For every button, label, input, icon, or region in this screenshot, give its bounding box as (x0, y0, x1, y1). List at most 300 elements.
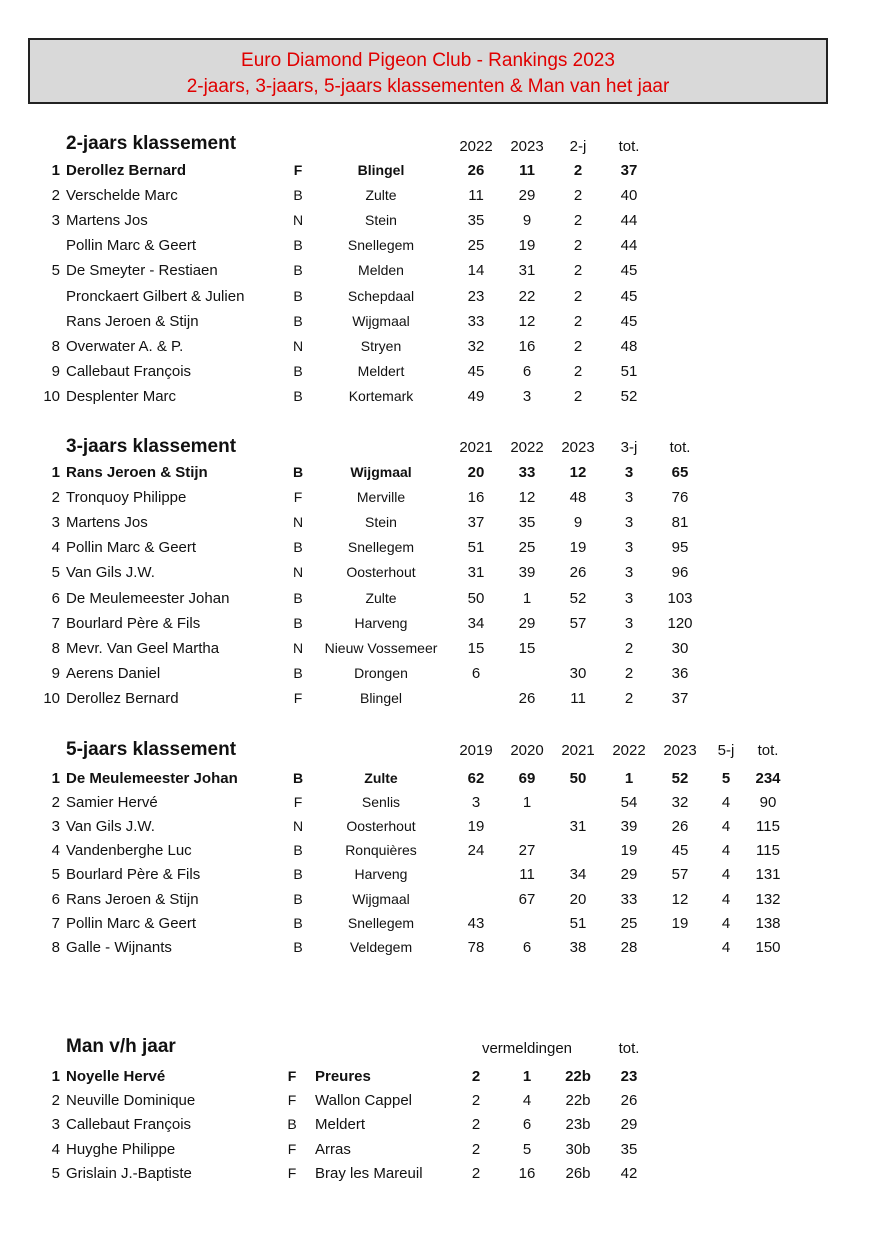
value-cell: 4 (721, 914, 731, 932)
name-cell: Rans Jeroen & Stijn (66, 464, 208, 481)
name-cell: Samier Hervé (66, 794, 158, 812)
country-code-cell: N (292, 818, 304, 835)
value-cell: 4 (522, 1092, 532, 1110)
name-cell: Bourlard Père & Fils (66, 866, 201, 884)
value-cell: 40 (620, 187, 638, 205)
value-cell: 6 (471, 664, 481, 682)
country-code-cell: F (293, 689, 303, 706)
value-cell: 11 (519, 162, 535, 179)
name-cell: Vandenberghe Luc (66, 842, 192, 860)
rank-cell: 3 (51, 514, 60, 532)
country-code-cell: B (293, 614, 303, 631)
value-cell: 26 (620, 1092, 638, 1110)
name-cell: Galle - Wijnants (66, 938, 172, 956)
value-cell: 3 (471, 794, 481, 812)
value-cell: 23 (620, 1068, 638, 1085)
value-cell: 38 (569, 938, 587, 956)
value-cell: 50 (467, 589, 485, 607)
rank-cell: 1 (51, 770, 60, 787)
name-cell: Huyghe Philippe (66, 1140, 176, 1158)
value-cell: 30 (569, 664, 587, 682)
value-cell: 76 (671, 489, 689, 507)
name-cell: Overwater A. & P. (66, 337, 184, 355)
country-code-cell: N (292, 514, 304, 531)
value-cell: 45 (467, 362, 485, 380)
value-cell: 29 (518, 187, 536, 205)
value-cell: 31 (518, 262, 536, 280)
country-code-cell: B (293, 890, 303, 907)
country-code-cell: F (287, 1164, 297, 1181)
value-cell: 25 (518, 539, 536, 557)
value-cell: 2 (624, 689, 634, 707)
value-cell: 42 (620, 1164, 638, 1182)
rank-cell: 1 (51, 464, 60, 481)
name-cell: Tronquoy Philippe (66, 489, 187, 507)
value-cell: 54 (620, 794, 638, 812)
value-cell: 2 (573, 362, 583, 380)
value-cell: 2 (573, 162, 583, 179)
column-header: 2019 (459, 742, 493, 759)
place-cell: Zulte (364, 770, 398, 786)
rank-cell: 2 (51, 489, 60, 507)
value-cell: 20 (467, 464, 485, 481)
value-cell: 4 (721, 818, 731, 836)
value-cell: 69 (518, 770, 536, 787)
value-cell: 9 (573, 514, 583, 532)
place-cell: Snellegem (347, 237, 415, 254)
value-cell: 45 (620, 262, 638, 280)
value-cell: 6 (522, 362, 532, 380)
value-cell: 2 (573, 262, 583, 280)
value-cell: 1 (522, 794, 532, 812)
value-cell: 96 (671, 564, 689, 582)
value-cell: 4 (721, 938, 731, 956)
value-cell: 27 (518, 842, 536, 860)
name-cell: Grislain J.-Baptiste (66, 1164, 192, 1182)
value-cell: 14 (467, 262, 485, 280)
value-cell: 138 (755, 914, 781, 932)
place-cell: Arras (315, 1140, 351, 1158)
rank-cell: 7 (51, 914, 60, 932)
value-cell: 23 (467, 287, 485, 305)
name-cell: Derollez Bernard (66, 162, 187, 179)
place-cell: Drongen (354, 664, 408, 681)
column-header: 2022 (459, 138, 493, 155)
place-cell: Snellegem (347, 914, 415, 931)
value-cell: 3 (624, 464, 634, 481)
country-code-cell: B (292, 770, 304, 786)
rank-cell: 7 (51, 614, 60, 632)
value-cell: 26 (518, 689, 536, 707)
value-cell: 120 (667, 614, 693, 632)
value-cell: 3 (522, 387, 532, 405)
name-cell: Pollin Marc & Geert (66, 914, 197, 932)
header-subtitle: 2-jaars, 3-jaars, 5-jaars klassementen & Man van het jaar (186, 76, 670, 97)
value-cell: 2 (573, 237, 583, 255)
value-cell: 49 (467, 387, 485, 405)
value-cell: 6 (522, 938, 532, 956)
value-cell: 24 (467, 842, 485, 860)
section-title: 5-jaars klassement (66, 739, 237, 760)
name-cell: Callebaut François (66, 1116, 192, 1134)
country-code-cell: B (293, 237, 303, 254)
value-cell: 16 (518, 1164, 536, 1182)
value-cell: 2 (624, 639, 634, 657)
value-cell: 3 (624, 489, 634, 507)
country-code-cell: B (293, 187, 303, 204)
place-cell: Ronquières (345, 842, 417, 859)
value-cell: 62 (467, 770, 485, 787)
value-cell: 1 (522, 1068, 532, 1085)
value-cell: 35 (467, 212, 485, 230)
value-cell: 9 (522, 212, 532, 230)
value-cell: 16 (467, 489, 485, 507)
value-cell: 33 (518, 464, 536, 481)
value-cell: 16 (518, 337, 536, 355)
value-cell: 48 (620, 337, 638, 355)
country-code-cell: B (292, 464, 304, 480)
name-cell: Martens Jos (66, 212, 148, 230)
value-cell: 20 (569, 890, 587, 908)
value-cell: 234 (755, 770, 781, 787)
place-cell: Snellegem (347, 539, 415, 556)
value-cell: 2 (573, 212, 583, 230)
value-cell: 22b (565, 1068, 591, 1085)
country-code-cell: F (293, 794, 303, 811)
value-cell: 32 (467, 337, 485, 355)
place-cell: Harveng (354, 614, 408, 631)
name-cell: Rans Jeroen & Stijn (66, 312, 199, 330)
rank-cell: 1 (51, 162, 60, 179)
place-cell: Zulte (365, 589, 397, 606)
place-cell: Meldert (357, 362, 405, 379)
place-cell: Stryen (360, 337, 402, 354)
value-cell: 52 (620, 387, 638, 405)
value-cell: 51 (620, 362, 638, 380)
place-cell: Wallon Cappel (315, 1092, 412, 1110)
column-header: 2023 (561, 439, 595, 456)
column-header: 2021 (459, 439, 493, 456)
country-code-cell: N (292, 639, 304, 656)
rank-cell: 3 (51, 818, 60, 836)
place-cell: Nieuw Vossemeer (324, 639, 438, 656)
column-header: tot. (669, 439, 691, 456)
name-cell: Desplenter Marc (66, 387, 177, 405)
rank-cell: 4 (51, 1140, 60, 1158)
column-header: 2023 (663, 742, 697, 759)
value-cell: 81 (671, 514, 689, 532)
value-cell: 2 (471, 1164, 481, 1182)
value-cell: 57 (671, 866, 689, 884)
header-title: Euro Diamond Pigeon Club - Rankings 2023 (241, 50, 615, 71)
value-cell: 43 (467, 914, 485, 932)
value-cell: 65 (671, 464, 689, 481)
value-cell: 1 (624, 770, 634, 787)
place-cell: Zulte (365, 187, 397, 204)
value-cell: 32 (671, 794, 689, 812)
rank-cell: 9 (51, 362, 60, 380)
rank-cell: 4 (51, 539, 60, 557)
value-cell: 4 (721, 794, 731, 812)
column-header: 3-j (620, 439, 638, 456)
country-code-cell: F (293, 162, 303, 178)
place-cell: Bray les Mareuil (315, 1164, 423, 1182)
value-cell: 3 (624, 514, 634, 532)
name-cell: Derollez Bernard (66, 689, 179, 707)
value-cell: 45 (671, 842, 689, 860)
place-cell: Stein (365, 514, 397, 531)
value-cell: 23b (565, 1116, 591, 1134)
country-code-cell: B (293, 387, 303, 404)
country-code-cell: F (287, 1140, 297, 1157)
column-header: tot. (618, 1040, 640, 1057)
rank-cell: 1 (51, 1068, 60, 1085)
rank-cell: 2 (51, 1092, 60, 1110)
country-code-cell: F (287, 1068, 297, 1084)
value-cell: 39 (620, 818, 638, 836)
place-cell: Oosterhout (346, 818, 416, 835)
value-cell: 19 (467, 818, 485, 836)
value-cell: 6 (522, 1116, 532, 1134)
place-cell: Veldegem (349, 938, 413, 955)
value-cell: 29 (620, 866, 638, 884)
value-cell: 11 (468, 187, 484, 205)
document-header (28, 38, 828, 104)
value-cell: 2 (624, 664, 634, 682)
value-cell: 36 (671, 664, 689, 682)
value-cell: 51 (467, 539, 485, 557)
column-header: 2023 (510, 138, 544, 155)
country-code-cell: F (287, 1092, 297, 1109)
value-cell: 12 (569, 464, 587, 481)
rank-cell: 3 (51, 212, 60, 230)
name-cell: Pronckaert Gilbert & Julien (66, 287, 245, 305)
rank-cell: 2 (51, 187, 60, 205)
value-cell: 57 (569, 614, 587, 632)
value-cell: 2 (471, 1140, 481, 1158)
country-code-cell: B (293, 312, 303, 329)
value-cell: 2 (471, 1092, 481, 1110)
value-cell: 31 (467, 564, 485, 582)
column-header: 2-j (569, 138, 587, 155)
rank-cell: 3 (51, 1116, 60, 1134)
value-cell: 45 (620, 312, 638, 330)
value-cell: 50 (569, 770, 587, 787)
rank-cell: 10 (43, 689, 60, 707)
name-cell: Mevr. Van Geel Martha (66, 639, 220, 657)
value-cell: 33 (620, 890, 638, 908)
value-cell: 30 (671, 639, 689, 657)
value-cell: 2 (471, 1116, 481, 1134)
value-cell: 15 (518, 639, 536, 657)
rank-cell: 8 (51, 639, 60, 657)
column-header: 2022 (612, 742, 646, 759)
value-cell: 52 (569, 589, 587, 607)
name-cell: Van Gils J.W. (66, 564, 155, 582)
column-header: 5-j (717, 742, 735, 759)
value-cell: 115 (756, 818, 780, 836)
place-cell: Wijgmaal (352, 890, 410, 907)
value-cell: 11 (519, 866, 535, 884)
place-cell: Blingel (357, 162, 405, 178)
value-cell: 35 (518, 514, 536, 532)
name-cell: Neuville Dominique (66, 1092, 196, 1110)
country-code-cell: B (287, 1116, 297, 1133)
value-cell: 150 (755, 938, 781, 956)
section-title: 2-jaars klassement (66, 133, 237, 154)
value-cell: 44 (620, 237, 638, 255)
value-cell: 5 (522, 1140, 532, 1158)
value-cell: 90 (759, 794, 777, 812)
rank-cell: 6 (51, 589, 60, 607)
section-title: Man v/h jaar (66, 1036, 176, 1057)
value-cell: 115 (756, 842, 780, 860)
value-cell: 28 (620, 938, 638, 956)
rank-cell: 5 (51, 564, 60, 582)
name-cell: De Meulemeester Johan (66, 589, 230, 607)
place-cell: Kortemark (348, 387, 414, 404)
place-cell: Blingel (359, 689, 403, 706)
value-cell: 131 (755, 866, 781, 884)
value-cell: 2 (471, 1068, 481, 1085)
section-title: 3-jaars klassement (66, 436, 237, 457)
country-code-cell: B (293, 866, 303, 883)
place-cell: Merville (356, 489, 406, 506)
rank-cell: 10 (43, 387, 60, 405)
value-cell: 103 (667, 589, 693, 607)
value-cell: 51 (569, 914, 587, 932)
country-code-cell: B (293, 362, 303, 379)
value-cell: 31 (569, 818, 587, 836)
name-cell: Callebaut François (66, 362, 192, 380)
value-cell: 3 (624, 614, 634, 632)
country-code-cell: F (293, 489, 303, 506)
country-code-cell: B (293, 589, 303, 606)
name-cell: Martens Jos (66, 514, 148, 532)
rank-cell: 5 (51, 262, 60, 280)
value-cell: 19 (620, 842, 638, 860)
value-cell: 52 (671, 770, 689, 787)
value-cell: 15 (467, 639, 485, 657)
country-code-cell: B (293, 914, 303, 931)
name-cell: Noyelle Hervé (66, 1068, 166, 1085)
value-cell: 26b (565, 1164, 591, 1182)
value-cell: 37 (620, 162, 638, 179)
value-cell: 132 (755, 890, 781, 908)
value-cell: 78 (467, 938, 485, 956)
name-cell: De Smeyter - Restiaen (66, 262, 218, 280)
value-cell: 48 (569, 489, 587, 507)
name-cell: Verschelde Marc (66, 187, 178, 205)
value-cell: 37 (467, 514, 485, 532)
rank-cell: 8 (51, 938, 60, 956)
country-code-cell: B (293, 664, 303, 681)
value-cell: 3 (624, 564, 634, 582)
place-cell: Oosterhout (346, 564, 416, 581)
place-cell: Wijgmaal (350, 464, 412, 480)
value-cell: 39 (518, 564, 536, 582)
country-code-cell: B (293, 938, 303, 955)
column-header: vermeldingen (481, 1040, 573, 1057)
value-cell: 35 (620, 1140, 638, 1158)
name-cell: Van Gils J.W. (66, 818, 155, 836)
place-cell: Schepdaal (347, 287, 415, 304)
value-cell: 5 (721, 770, 731, 787)
column-header: 2020 (510, 742, 544, 759)
value-cell: 2 (573, 187, 583, 205)
value-cell: 4 (721, 890, 731, 908)
value-cell: 26 (569, 564, 587, 582)
value-cell: 4 (721, 866, 731, 884)
name-cell: Pollin Marc & Geert (66, 237, 197, 255)
value-cell: 4 (721, 842, 731, 860)
value-cell: 2 (573, 287, 583, 305)
value-cell: 95 (671, 539, 689, 557)
value-cell: 26 (467, 162, 485, 179)
place-cell: Wijgmaal (352, 312, 410, 329)
name-cell: Pollin Marc & Geert (66, 539, 197, 557)
value-cell: 29 (620, 1116, 638, 1134)
rank-cell: 6 (51, 890, 60, 908)
value-cell: 19 (671, 914, 689, 932)
value-cell: 37 (671, 689, 689, 707)
rank-cell: 4 (51, 842, 60, 860)
value-cell: 19 (569, 539, 587, 557)
name-cell: Rans Jeroen & Stijn (66, 890, 199, 908)
column-header: tot. (618, 138, 640, 155)
value-cell: 26 (671, 818, 689, 836)
value-cell: 2 (573, 337, 583, 355)
country-code-cell: N (292, 564, 304, 581)
column-header: 2022 (510, 439, 544, 456)
place-cell: Harveng (354, 866, 408, 883)
value-cell: 25 (467, 237, 485, 255)
value-cell: 1 (522, 589, 532, 607)
value-cell: 3 (624, 589, 634, 607)
name-cell: Aerens Daniel (66, 664, 161, 682)
value-cell: 12 (518, 312, 536, 330)
value-cell: 2 (573, 312, 583, 330)
rank-cell: 5 (51, 866, 60, 884)
name-cell: Bourlard Père & Fils (66, 614, 201, 632)
country-code-cell: N (292, 337, 304, 354)
value-cell: 22b (565, 1092, 591, 1110)
value-cell: 67 (518, 890, 536, 908)
rank-cell: 9 (51, 664, 60, 682)
country-code-cell: B (293, 539, 303, 556)
place-cell: Melden (358, 262, 404, 279)
rank-cell: 5 (51, 1164, 60, 1182)
value-cell: 19 (518, 237, 536, 255)
value-cell: 12 (518, 489, 536, 507)
value-cell: 11 (570, 689, 586, 707)
country-code-cell: B (293, 842, 303, 859)
value-cell: 30b (565, 1140, 591, 1158)
place-cell: Preures (315, 1068, 371, 1085)
value-cell: 3 (624, 539, 634, 557)
value-cell: 29 (518, 614, 536, 632)
value-cell: 45 (620, 287, 638, 305)
value-cell: 34 (569, 866, 587, 884)
country-code-cell: B (293, 262, 303, 279)
rank-cell: 8 (51, 337, 60, 355)
country-code-cell: N (292, 212, 304, 229)
value-cell: 44 (620, 212, 638, 230)
place-cell: Meldert (315, 1116, 366, 1134)
name-cell: De Meulemeester Johan (66, 770, 238, 787)
value-cell: 25 (620, 914, 638, 932)
rank-cell: 2 (51, 794, 60, 812)
